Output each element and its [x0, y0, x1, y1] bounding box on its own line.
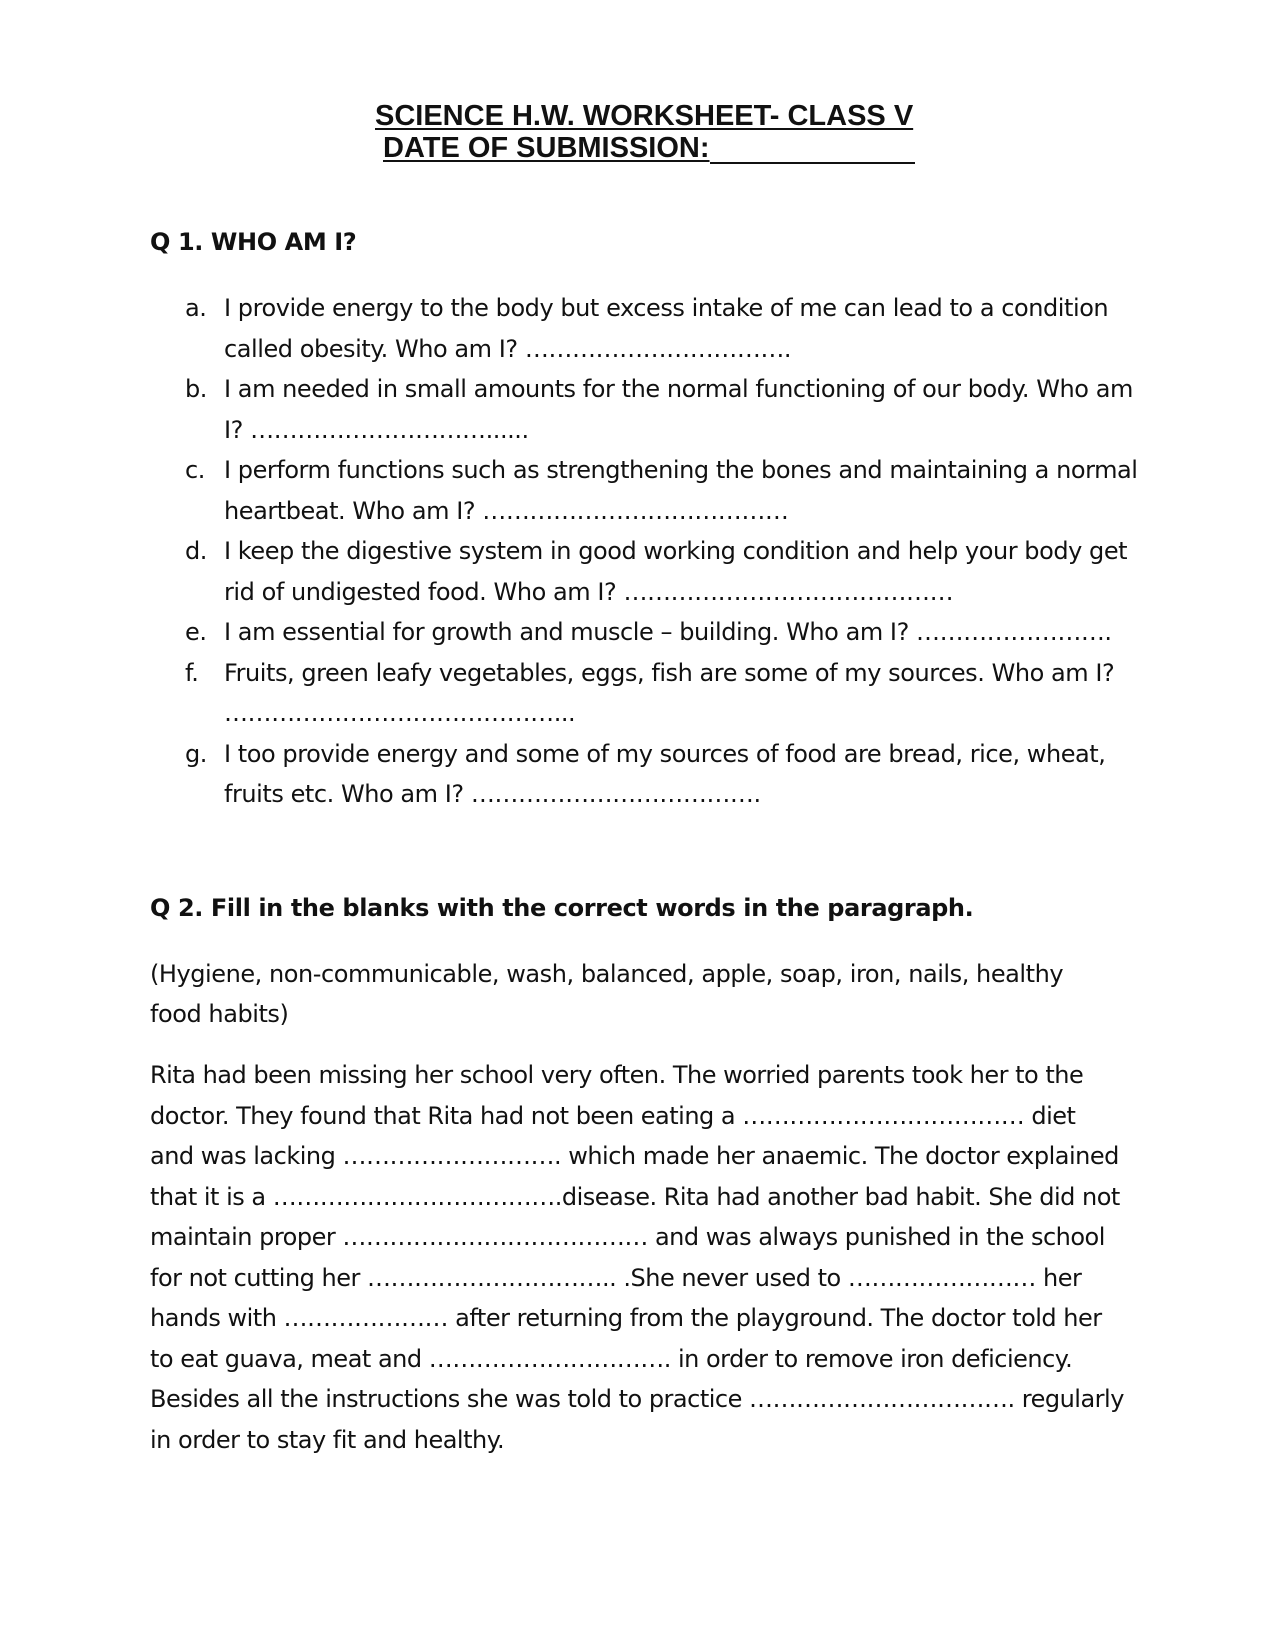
worksheet-header — [375, 100, 915, 164]
submission-date-blank — [710, 133, 915, 164]
list-item — [180, 734, 1140, 815]
item-marker: c. — [185, 456, 205, 484]
word-bank: (Hygiene, non-communicable, wash, balanced, apple, soap, iron, nails, healthy food habits) — [150, 960, 1064, 1028]
list-item — [180, 450, 1140, 531]
item-text: Fruits, green leafy vegetables, eggs, fish are some of my sources. Who am I? ……………………………………... — [224, 658, 1115, 727]
fill-in-paragraph: Rita had been missing her school very often. The worried parents took her to the doctor. They found that Rita had not been eating a ……………………………… diet and was lacking ………………………. which made her anaemic. The doctor explained that it is a ……………………………….disease. Rita had another bad habit. She did not maintain proper ………………………………… and was always punished in the school for not cutting her ………………………….. .She never used to …………………… her hands with ………………… after returning from the playground. The doctor told her to eat guava, meat and …………………………. in order to remove iron deficiency. Besides all the instructions she was told to practice ……………………………. regularly in order to stay fit and healthy. — [150, 1061, 1124, 1454]
list-item — [180, 369, 1140, 450]
submission-date-label: DATE OF SUBMISSION: — [383, 132, 710, 164]
item-text: I am needed in small amounts for the normal functioning of our body. Who am I? …………………………...... — [224, 375, 1133, 444]
item-marker: d. — [185, 537, 207, 565]
submission-date-line — [375, 132, 915, 164]
list-item — [180, 653, 1140, 734]
item-text: I keep the digestive system in good working condition and help your body get rid of undigested food. Who am I? …………………………………… — [224, 537, 1128, 606]
item-marker: g. — [185, 739, 207, 768]
item-text: I perform functions such as strengthening the bones and maintaining a normal heartbeat. Who am I? ………………………………… — [224, 456, 1138, 525]
item-text: I too provide energy and some of my sources of food are bread, rice, wheat, fruits etc. Who am I? ………………………………. — [224, 739, 1106, 808]
item-text: I provide energy to the body but excess intake of me can lead to a condition called obesity. Who am I? ……………………………. — [224, 294, 1109, 363]
list-item — [180, 531, 1140, 612]
item-marker: f. — [185, 658, 199, 687]
question-1-heading: Q 1. WHO AM I? — [150, 228, 357, 256]
list-item — [180, 288, 1140, 369]
list-item — [180, 612, 1140, 653]
worksheet-title: SCIENCE H.W. WORKSHEET- CLASS V — [375, 100, 914, 132]
question-2-heading: Q 2. Fill in the blanks with the correct words in the paragraph. — [150, 894, 974, 922]
item-marker: e. — [185, 618, 207, 646]
item-marker: b. — [185, 375, 207, 403]
item-marker: a. — [185, 294, 207, 322]
item-text: I am essential for growth and muscle – building. Who am I? ……………………. — [224, 618, 1112, 646]
question-1-list — [180, 288, 1140, 815]
